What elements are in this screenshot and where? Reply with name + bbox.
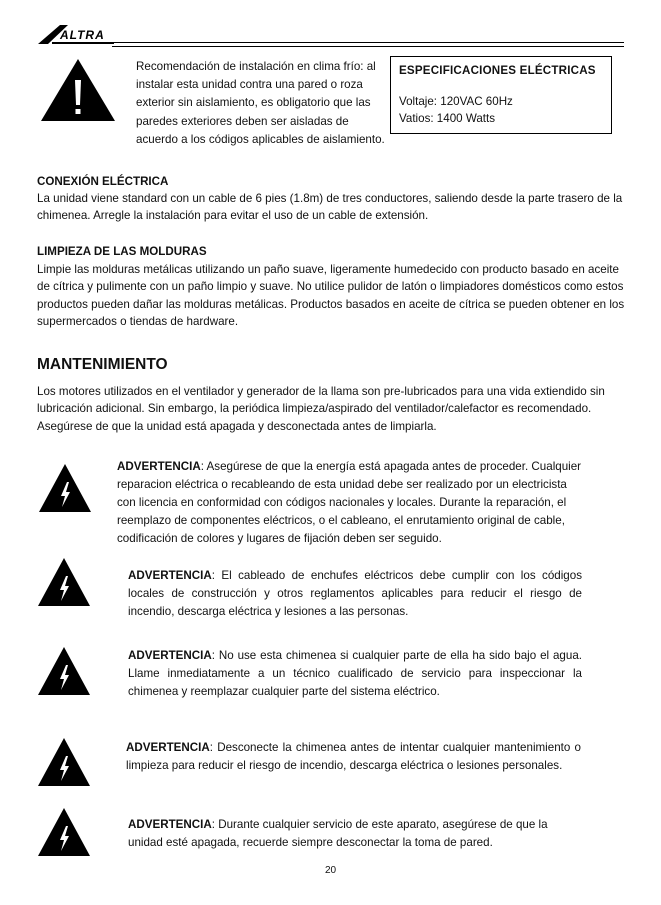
- maintenance-body: Los motores utilizados en el ventilador y generador de la llama son pre-lubricados para una vida extiendido sin lubricación adicional. Sin embargo, la periódica limpieza/aspirado del ventilador/calefactor es recomendado. Asegúrese de que la unidad está apagada y desconectada antes de limpiarla.: [37, 385, 605, 433]
- logo-text: ALTRA: [60, 28, 105, 42]
- cold-climate-note: Recomendación de instalación en clima frío: al instalar esta unidad contra una pared o roza exterior sin aislamiento, es obligatorio que las paredes exteriores deben ser aisladas de acuerdo a los códigos aplicables de aislamiento.: [136, 60, 385, 146]
- warning-text: : Desconecte la chimenea antes de intentar cualquier mantenimiento o limpieza para reducir el riesgo de incendio, descarga eléctrica o lesiones personales.: [126, 741, 581, 772]
- caution-icon: [40, 58, 116, 127]
- electric-hazard-icon: [37, 646, 91, 701]
- electrical-connection-body: La unidad viene standard con un cable de 6 pies (1.8m) de tres conductores, saliendo desde la parte trasero de la chimenea. Arregle la instalación para evitar el uso de un cable de extensión.: [37, 192, 623, 223]
- electric-hazard-icon: [37, 557, 91, 612]
- warning-label: ADVERTENCIA: [128, 818, 212, 831]
- specs-voltage: Voltaje: 120VAC 60Hz: [399, 95, 513, 109]
- warning-label: ADVERTENCIA: [117, 460, 201, 473]
- warning-4: [126, 739, 581, 775]
- maintenance-title: MANTENIMIENTO: [37, 356, 168, 373]
- warning-label: ADVERTENCIA: [128, 649, 212, 662]
- specs-watts: Vatios: 1400 Watts: [399, 112, 496, 126]
- trim-cleaning-body: Limpie las molduras metálicas utilizando un paño suave, ligeramente humedecido con producto basado en aceite de cítrica y pulimente con un paño limpio y suave. No utilice pulidor de latón o limpiadores domésticos como estos productos pueden dañar las molduras metálicas. Productos basados en aceite de cítrica se pueden obtener en los supermercados o tiendas de hardware.: [37, 263, 625, 329]
- electric-hazard-icon: [37, 737, 91, 792]
- warning-label: ADVERTENCIA: [128, 569, 212, 582]
- warning-1: [117, 458, 587, 548]
- warning-text: : No use esta chimenea si cualquier parte de ella ha sido bajo el agua. Llame inmediatamente a un técnico cualificado de servicio para inspeccionar la chimenea y reemplazar cualquier parte del sistema eléctrico.: [128, 649, 582, 698]
- warning-5: [128, 816, 582, 852]
- warning-text: : El cableado de enchufes eléctricos debe cumplir con los códigos locales de construcción y otros reglamentos aplicables para reducir el riesgo de incendio, descarga eléctrica y lesiones a las personas.: [128, 569, 582, 618]
- brand-logo: [38, 24, 114, 46]
- warning-3: [128, 647, 582, 701]
- warning-text: : Durante cualquier servicio de este aparato, asegúrese de que la unidad esté apagada, recuerde siempre desconectar la toma de pared.: [128, 818, 548, 849]
- electric-hazard-icon: [37, 807, 91, 862]
- page-number: 20: [324, 865, 337, 876]
- specs-title: ESPECIFICACIONES ELÉCTRICAS: [399, 64, 596, 77]
- warning-text: : Asegúrese de que la energía está apagada antes de proceder. Cualquier reparacion eléctrica o recableando de esta unidad debe ser realizado por un electricista con licencia en conformidad con códigos nacionales y locales. Durante la reparación, el reemplazo de componentes eléctricos, o el cableano, el enrutamiento original de cable, codificación de colores y lugares de fijación deben ser seguido.: [117, 460, 582, 545]
- electrical-connection-title: CONEXIÓN ELÉCTRICA: [37, 175, 169, 188]
- warning-label: ADVERTENCIA: [126, 741, 210, 754]
- trim-cleaning-title: LIMPIEZA DE LAS MOLDURAS: [37, 245, 207, 258]
- electric-hazard-icon: [38, 463, 92, 518]
- warning-2: [128, 567, 582, 621]
- electrical-specs-box: [390, 56, 612, 134]
- header-rule: [112, 42, 624, 47]
